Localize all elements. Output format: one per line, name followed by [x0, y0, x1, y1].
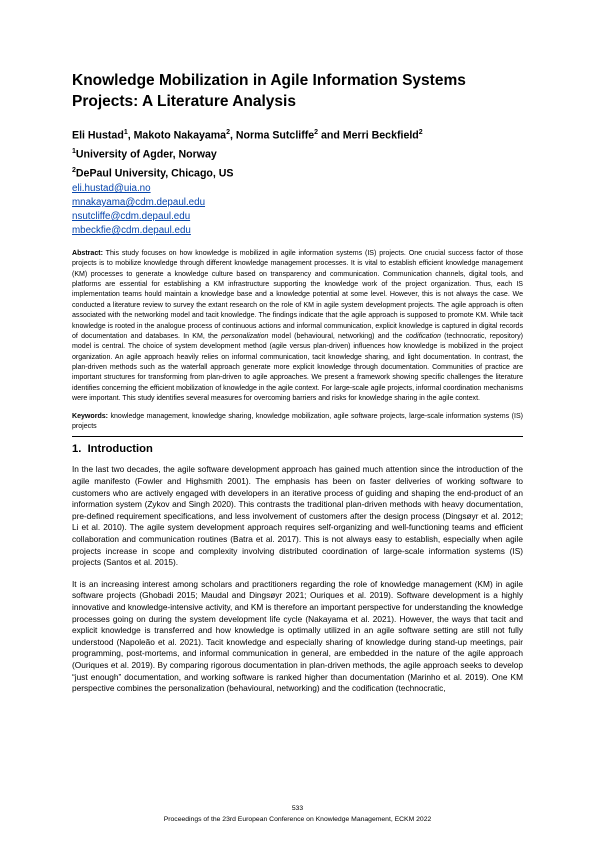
- author-separator: ,: [127, 129, 134, 142]
- section-title: Introduction: [87, 443, 153, 456]
- author-name: Merri Beckfield: [342, 129, 419, 142]
- section-divider: [72, 436, 523, 437]
- abstract-text: (technocratic, repository) model is central. The choice of system development method (agile versus plan-driven) influences how knowledge is mobilized in the project organization. An agile approach heavily relies on informal communication, tacit knowledge sharing, and light documentation. In contrast, the plan-driven methods such as the waterfall approach generate more explicit knowledge through documentation. Communities of practice are important structures for transforming from plan-driven to agile approaches. We present a framework showing specific challenges the literature identifies concerning the efficient mobilization of knowledge in the agile context. For large-scale agile projects, informal coordination mechanisms were important. This study identifies several measures for overcoming barriers and risks for knowledge sharing in the agile context.: [72, 332, 523, 402]
- paper-page: [72, 70, 523, 705]
- body-paragraph: In the last two decades, the agile software development approach has gained much attention since the introduction of the agile manifesto (Fowler and Highsmith 2001). The emphasis has been on faster deliveries of working software to customers who are actively engaged with developers in an iterative process of guiding and shaping the end-product of an information system (Zykov and Singh 2020). This contrasts the traditional plan-driven methods with heavy documentation, pre-defined requirement specifications, and less involvement of customers after the design process (Dingsøyr et al. 2012; Li et al. 2010). The agile system development approach requires self-organizing and well-functioning teams and efficient collaboration and communication routines (Batra et al. 2017). This is not always easy to establish, especially when agile projects increase in scope and complexity involving distributed coordination of large-scale information systems (IS) projects (Santos et al. 2015).: [72, 464, 523, 568]
- author-name: Makoto Nakayama: [133, 129, 227, 142]
- abstract-text: This study focuses on how knowledge is mobilized in agile information systems (IS) projects. One crucial success factor of those projects is to mobilize knowledge through different knowledge management processes. It is vital to establish efficient knowledge management (KM) processes to generate a knowledge culture based on transparency and communication. Communication channels, digital tools, and platforms are essential for establishing a KM infrastructure supporting the knowledge work of the project organization. Thus, each IS implementation teams hould maintain a knowledge base and a knowledge potential at some level. However, this is not always the case. We conducted a literature review to survey the extant research on the role of KM in agile system development projects. The agile approach is often associated with the networking model and tacit knowledge. The findings indicate that the agile approach is supposed to promote KM. While tacit knowledge is rooted in the analogue process of continuous actions and informal communication, explicit knowledge is captured in digital records of documentation and databases. In KM, the: [72, 250, 523, 340]
- page-number: 533: [291, 805, 304, 812]
- author-conjunction: and: [318, 129, 343, 142]
- affiliation-1: [72, 144, 523, 163]
- abstract: [72, 249, 523, 404]
- affiliation-mark: 2: [72, 167, 76, 175]
- email-link[interactable]: nsutcliffe@cdm.depaul.edu: [72, 211, 191, 223]
- author-name: Norma Sutcliffe: [235, 129, 315, 142]
- section-heading: [72, 443, 523, 455]
- affiliation-mark: 1: [72, 148, 76, 156]
- body-paragraph: It is an increasing interest among scholars and practitioners regarding the role of knowledge management (KM) in agile software projects (Ghobadi 2015; Maudal and Dingsøyr 2021; Ouriques et al. 2019). Software development is a highly innovative and knowledge-intensive activity, and KM is therefore an important perspective for understanding the knowledge processes going on during the system development life cycle (Nakayama et al. 2021). However, the ways that tacit and explicit knowledge is transferred and how knowledge is optimally utilized in an agile software setting are still not fully understood (Napoleão et al. 2021). Tacit knowledge and especially sharing of knowledge during stand-up meetings, pair programming, post-mortems, and informal communication in general, are embedded in the nature of the agile approach (Ouriques et al. 2019). By comparing rigorous documentation in plan-driven methods, the agile approach seeks to develop “just enough” documentation, and working software is ranked higher than documentation (Marinho et al. 2019). One KM perspective combines the personalization (behavioural, networking) and the codification (technocratic,: [72, 578, 523, 694]
- author-affiliation-mark: 2: [418, 129, 423, 136]
- author-affiliation-mark: 2: [314, 129, 319, 136]
- section-number: 1.: [72, 443, 82, 456]
- email-list: [72, 182, 523, 238]
- email-link[interactable]: mnakayama@cdm.depaul.edu: [72, 197, 206, 209]
- abstract-emphasis: codification: [405, 332, 441, 340]
- affiliation-text: DePaul University, Chicago, US: [75, 167, 234, 180]
- author-separator: ,: [229, 129, 236, 142]
- affiliation-2: [72, 163, 523, 182]
- keywords: [72, 412, 523, 432]
- author-name: Eli Hustad: [72, 129, 124, 142]
- paper-title: Knowledge Mobilization in Agile Information Systems Projects: A Literature Analysis: [72, 72, 466, 110]
- email-link[interactable]: mbeckfie@cdm.depaul.edu: [72, 225, 191, 237]
- author-list: [72, 125, 523, 144]
- email-link[interactable]: eli.hustad@uia.no: [72, 183, 151, 195]
- abstract-text: model (behavioural, networking) and the: [268, 332, 406, 340]
- keywords-text: knowledge management, knowledge sharing, knowledge mobilization, agile software projects, large-scale information systems (IS) projects: [72, 413, 523, 431]
- proceedings-footer: Proceedings of the 23rd European Conference on Knowledge Management, ECKM 2022: [163, 816, 432, 823]
- abstract-label: Abstract:: [72, 250, 103, 258]
- keywords-label: Keywords:: [72, 413, 109, 421]
- affiliation-text: University of Agder, Norway: [75, 148, 217, 161]
- author-affiliation-mark: 1: [123, 129, 128, 136]
- abstract-emphasis: personalization: [221, 332, 269, 340]
- author-affiliation-mark: 2: [226, 129, 230, 136]
